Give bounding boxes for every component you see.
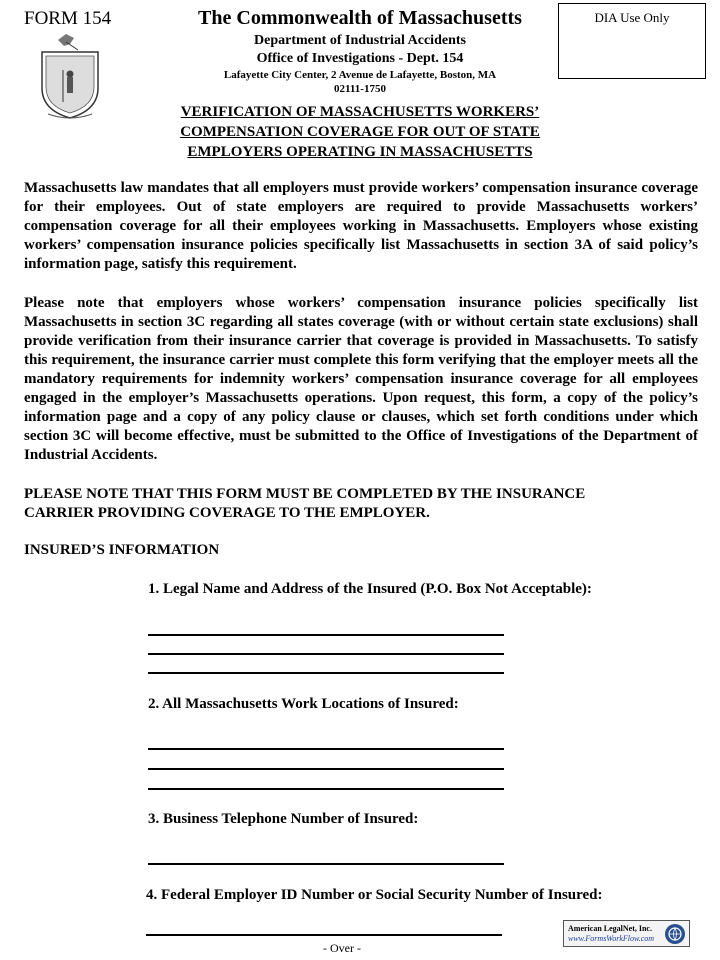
notice-line: CARRIER PROVIDING COVERAGE TO THE EMPLOYER. [24,505,430,521]
title-line: VERIFICATION OF MASSACHUSETTS WORKERS’ [180,104,540,120]
form-number: FORM 154 [24,8,112,29]
form-title [140,102,580,162]
work-locations-line-3[interactable] [148,788,504,790]
notice-line: PLEASE NOTE THAT THIS FORM MUST BE COMPLETED BY THE INSURANCE [24,486,586,502]
over-indicator: - Over - [323,941,361,955]
globe-logo-icon [664,923,686,945]
dia-use-only-box [558,3,706,79]
work-locations-line-1[interactable] [148,748,504,750]
title-line: EMPLOYERS OPERATING IN MASSACHUSETTS [187,144,533,160]
carrier-notice [24,485,698,523]
work-locations-line-2[interactable] [148,768,504,770]
badge-name: American LegalNet, Inc. [568,924,652,933]
state-seal-icon [36,30,104,120]
question-legal-name: 1. Legal Name and Address of the Insured (P.O. Box Not Acceptable): [148,581,592,597]
publisher-badge[interactable] [563,920,690,947]
intro-paragraph: Massachusetts law mandates that all employers must provide workers’ compensation insurance coverage for their employees. Out of state employers are required to provide Massachusetts workers’ compensation coverage for all their employees working in Massachusetts. Employers whose existing workers’ compensation insurance policies specifically list Massachusetts in section 3A of said policy’s information page, satisfy this requirement. [24,180,698,272]
question-business-phone: 3. Business Telephone Number of Insured: [148,811,419,827]
title-line: COMPENSATION COVERAGE FOR OUT OF STATE [180,124,540,140]
section-heading: INSURED’S INFORMATION [24,542,220,558]
legal-name-line-1[interactable] [148,634,504,636]
office-zip: 02111-1750 [334,83,386,95]
question-fein-ssn: 4. Federal Employer ID Number or Social Security Number of Insured: [146,887,603,903]
legal-name-line-3[interactable] [148,672,504,674]
office-address: Lafayette City Center, 2 Avenue de Lafayette, Boston, MA [223,69,497,81]
question-work-locations: 2. All Massachusetts Work Locations of Insured: [148,696,459,712]
legal-name-line-2[interactable] [148,653,504,655]
dia-use-only-label: DIA Use Only [594,10,670,25]
business-phone-line[interactable] [148,863,504,865]
section-3c-paragraph: Please note that employers whose workers’ compensation insurance policies specifically list Massachusetts in section 3C regarding all states coverage (with or without certain state exclusions) shall provide verification from their insurance carrier that coverage is provided in Massachusetts. To satisfy this requirement, the insurance carrier must complete this form verifying that the employer meets all the mandatory requirements for indemnity workers’ compensation insurance coverage for all employees engaged in the employer’s Massachusetts operations. Upon request, this form, a copy of the policy’s information page and a copy of any policy clause or clauses, which set forth conditions under which section 3C will become effective, must be submitted to the Office of Investigations of the Department of Industrial Accidents. [24,295,698,463]
badge-url[interactable]: www.FormsWorkFlow.com [568,934,655,943]
state-name: The Commonwealth of Massachusetts [198,7,522,29]
department-name: Department of Industrial Accidents [254,33,466,48]
fein-ssn-line[interactable] [146,934,502,936]
office-name: Office of Investigations - Dept. 154 [256,51,464,66]
